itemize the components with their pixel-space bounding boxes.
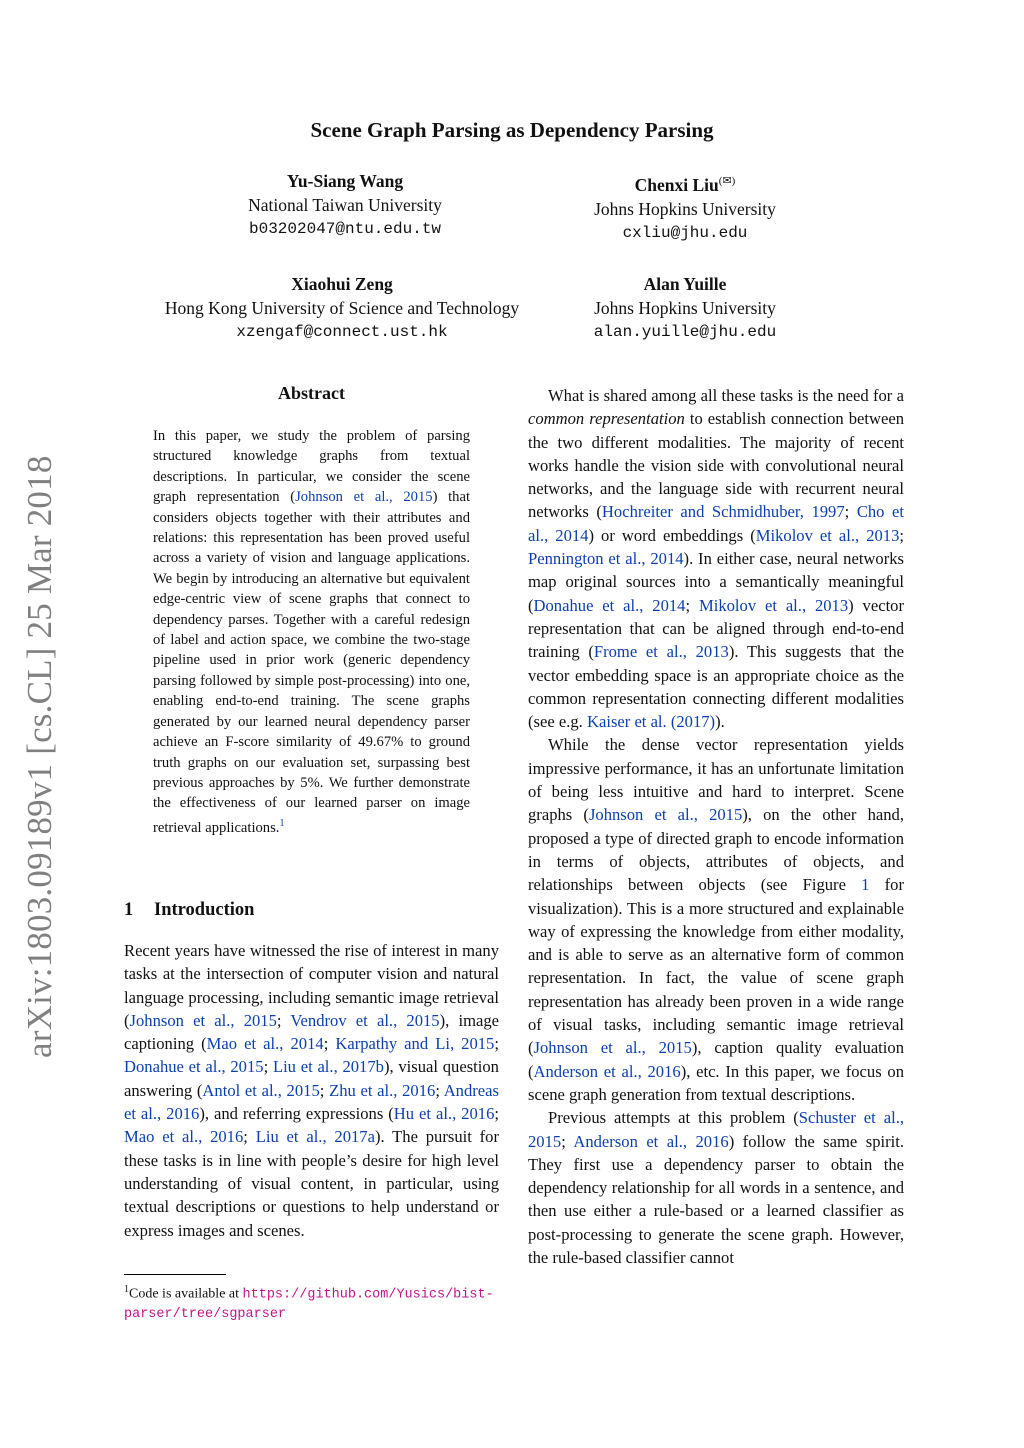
citation-link[interactable]: Anderson et al., 2016 (573, 1131, 729, 1151)
author-block (145, 169, 545, 241)
footnote-mark[interactable]: 1 (279, 817, 285, 829)
author-email: xzengaf@connect.ust.hk (236, 323, 448, 341)
author-affiliation: Hong Kong University of Science and Technology (164, 298, 520, 318)
author-email: b03202047@ntu.edu.tw (248, 220, 442, 238)
citation-link[interactable]: Donahue et al., 2015 (124, 1057, 264, 1077)
author-email: alan.yuille@jhu.edu (593, 323, 777, 341)
citation-link[interactable]: Johnson et al., 2015 (533, 1038, 692, 1058)
footnote: $^1$Code is available at https://github.com/Yusics/bist-parser/tree/sgparser (124, 1284, 494, 1322)
author-name: Xiaohui Zeng (291, 274, 393, 294)
right-column (528, 384, 904, 1269)
citation-link[interactable]: Karpathy and Li, 2015 (335, 1034, 495, 1054)
author-affiliation: National Taiwan University (248, 195, 442, 215)
abstract-heading: Abstract (278, 383, 345, 403)
citation-link[interactable]: Mao et al., 2016 (124, 1127, 244, 1147)
author-affiliation: Johns Hopkins University (594, 298, 776, 318)
citation-link[interactable]: Johnson et al., 2015 (295, 489, 433, 506)
intro-column (124, 939, 499, 1242)
author-name: Alan Yuille (643, 274, 727, 294)
citation-link[interactable]: Mikolov et al., 2013 (755, 525, 900, 545)
envelope-icon: (✉) (718, 175, 736, 187)
author-name: Yu-Siang Wang (286, 171, 404, 191)
citation-link[interactable]: Vendrov et al., 2015 (290, 1010, 440, 1030)
citation-link[interactable]: Mao et al., 2014 (206, 1034, 324, 1054)
code-url-link[interactable]: https://github.com/Yusics/bist-parser/tree/sgparser (124, 1287, 494, 1322)
paragraph: Previous attempts at this problem (Schuster et al., 2015; Anderson et al., 2016) follow the same spirit. They first use a dependency parser to obtain the dependency relationship for all words in a sentence, and then use either a rule-based or a learned classifier as post-processing to generate the scene graph. However, the rule-based classifier cannot (528, 1108, 904, 1267)
paragraph: While the dense vector representation yields impressive performance, it has an unfortunate limitation of being less intuitive and hard to interpret. Scene graphs (Johnson et al., 2015), on the other hand, proposed a type of directed graph to encode information in terms of objects, attributes of objects, and relationships between objects (see Figure 1 for visualization). This is a more structured and explainable way of expressing the knowledge from either modality, and is able to serve as an alternative form of common representation. In fact, the value of scene graph representation has already been proven in a wide range of visual tasks, including semantic image retrieval (Johnson et al., 2015), caption quality evaluation (Anderson et al., 2016), etc. In this paper, we focus on scene graph generation from textual descriptions. (528, 735, 904, 1104)
arxiv-stamp: arXiv:1803.09189v1 [cs.CL] 25 Mar 2018 (20, 455, 59, 1058)
paper-title: Scene Graph Parsing as Dependency Parsing (310, 118, 714, 142)
citation-link[interactable]: Johnson et al., 2015 (129, 1010, 277, 1030)
citation-link[interactable]: Hochreiter and Schmidhuber, 1997 (601, 502, 845, 522)
section-heading: 1 Introduction (124, 900, 255, 920)
citation-link[interactable]: Liu et al., 2017a (255, 1127, 375, 1147)
citation-link[interactable]: Andreas et al., 2016 (124, 1080, 499, 1124)
citation-link[interactable]: Kaiser et al. (2017) (586, 712, 716, 732)
citation-link[interactable]: Donahue et al., 2014 (533, 595, 686, 615)
paragraph: What is shared among all these tasks is the need for a common representation to establish connection between the two different modalities. The majority of recent works handle the vision side with convolutional neural networks, and the language side with recurrent neural networks (Hochreiter and Schmidhuber, 1997; Cho et al., 2014) or word embeddings (Mikolov et al., 2013; Pennington et al., 2014). In either case, neural networks map original sources into a semantically meaningful (Donahue et al., 2014; Mikolov et al., 2013) vector representation that can be aligned through end-to-end training (Frome et al., 2013). This suggests that the vector embedding space is an appropriate choice as the common representation connecting different modalities (see e.g. Kaiser et al. (2017)). (528, 386, 905, 732)
author-affiliation: Johns Hopkins University (594, 198, 776, 219)
citation-link[interactable]: Hu et al., 2016 (393, 1104, 495, 1124)
citation-link[interactable]: Zhu et al., 2016 (329, 1080, 436, 1100)
author-block (112, 272, 572, 344)
citation-link[interactable]: Cho et al., 2014 (528, 502, 904, 545)
citation-link[interactable]: Anderson et al., 2016 (533, 1061, 681, 1081)
author-block (535, 272, 835, 344)
citation-link[interactable]: Johnson et al., 2015 (588, 805, 743, 825)
author-email: cxliu@jhu.edu (622, 223, 748, 242)
abstract-text: In this paper, we study the problem of parsing structured knowledge graphs from textual descriptions. In particular, we consider the scene graph representation (Johnson et al., 2015) that considers objects together with their attributes and relations: this representation has been proved useful across a variety of vision and language applications. We begin by introducing an alternative but equivalent edge-centric view of scene graphs that connect to dependency parses. Together with a careful redesign of label and action space, we combine the two-stage pipeline used in prior work (generic dependency parsing followed by simple post-processing) into one, enabling end-to-end training. The scene graphs generated by our learned neural dependency parser achieve an F-score similarity of 49.67% to ground truth graphs on our evaluation set, surpassing best previous approaches by 5%. We further demonstrate the effectiveness of our learned parser on image retrieval applications.$^1$ (153, 428, 471, 836)
citation-link[interactable]: Antol et al., 2015 (202, 1080, 320, 1100)
citation-link[interactable]: Frome et al., 2013 (593, 642, 729, 662)
author-block (535, 169, 835, 245)
paragraph: Recent years have witnessed the rise of interest in many tasks at the intersection of computer vision and natural language processing, including semantic image retrieval (Johnson et al., 2015; Vendrov et al., 2015), image captioning (Mao et al., 2014; Karpathy and Li, 2015; Donahue et al., 2015; Liu et al., 2017b), visual question answering (Antol et al., 2015; Zhu et al., 2016; Andreas et al., 2016), and referring expressions (Hu et al., 2016; Mao et al., 2016; Liu et al., 2017a). The pursuit for these tasks is in line with people’s desire for high level understanding of visual content, in particular, using textual descriptions or questions to help understand or express images and scenes. (124, 941, 500, 1240)
figure-ref-link[interactable]: 1 (861, 875, 870, 895)
citation-link[interactable]: Schuster et al., 2015 (528, 1108, 904, 1151)
author-name: Chenxi Liu (634, 174, 719, 195)
footnote-divider (124, 1274, 226, 1275)
citation-link[interactable]: Mikolov et al., 2013 (698, 595, 849, 615)
citation-link[interactable]: Pennington et al., 2014 (528, 549, 684, 569)
citation-link[interactable]: Liu et al., 2017b (272, 1057, 384, 1077)
